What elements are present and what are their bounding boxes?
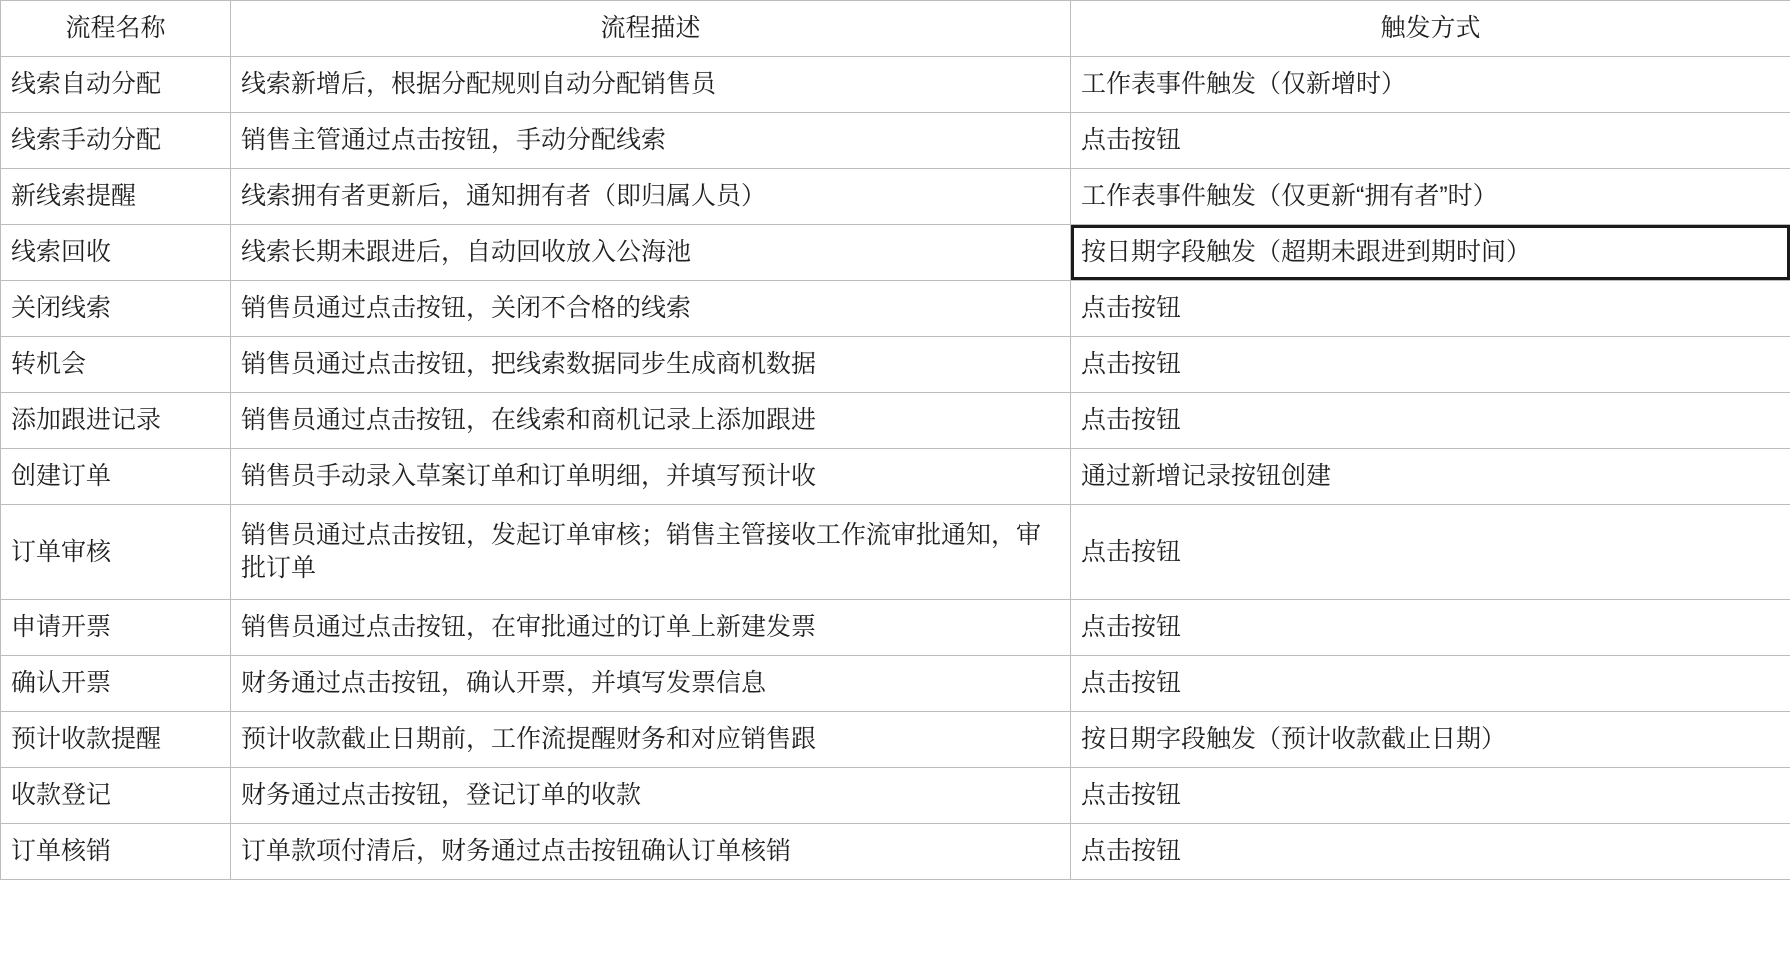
- cell-trigger-method[interactable]: 工作表事件触发（仅新增时）: [1071, 57, 1790, 113]
- cell-process-description[interactable]: 销售员通过点击按钮，关闭不合格的线索: [231, 281, 1071, 337]
- cell-process-name[interactable]: 申请开票: [1, 600, 231, 656]
- cell-trigger-method[interactable]: 通过新增记录按钮创建: [1071, 449, 1790, 505]
- cell-trigger-method[interactable]: 按日期字段触发（预计收款截止日期）: [1071, 712, 1790, 768]
- cell-process-description[interactable]: 销售主管通过点击按钮，手动分配线索: [231, 113, 1071, 169]
- table-row: [1, 113, 1790, 169]
- cell-process-name[interactable]: 预计收款提醒: [1, 712, 231, 768]
- cell-process-description[interactable]: 财务通过点击按钮，确认开票，并填写发票信息: [231, 656, 1071, 712]
- cell-trigger-method[interactable]: 点击按钮: [1071, 337, 1790, 393]
- cell-process-name[interactable]: 订单核销: [1, 824, 231, 880]
- cell-trigger-method[interactable]: 点击按钮: [1071, 768, 1790, 824]
- table-row: [1, 505, 1790, 600]
- cell-process-description[interactable]: 销售员通过点击按钮，在线索和商机记录上添加跟进: [231, 393, 1071, 449]
- cell-process-description[interactable]: 线索长期未跟进后，自动回收放入公海池: [231, 225, 1071, 281]
- cell-process-name[interactable]: 创建订单: [1, 449, 231, 505]
- column-header-process-description[interactable]: 流程描述: [231, 1, 1071, 57]
- cell-process-description[interactable]: 财务通过点击按钮，登记订单的收款: [231, 768, 1071, 824]
- table-row: [1, 712, 1790, 768]
- cell-process-name[interactable]: 关闭线索: [1, 281, 231, 337]
- cell-process-name[interactable]: 添加跟进记录: [1, 393, 231, 449]
- table-row: [1, 337, 1790, 393]
- table-row: [1, 393, 1790, 449]
- cell-process-description[interactable]: 线索新增后，根据分配规则自动分配销售员: [231, 57, 1071, 113]
- table-row: [1, 768, 1790, 824]
- table-row: [1, 225, 1790, 281]
- cell-trigger-method[interactable]: 点击按钮: [1071, 824, 1790, 880]
- cell-trigger-method[interactable]: 点击按钮: [1071, 656, 1790, 712]
- cell-process-description[interactable]: 预计收款截止日期前，工作流提醒财务和对应销售跟: [231, 712, 1071, 768]
- cell-process-description[interactable]: 销售员通过点击按钮，发起订单审核；销售主管接收工作流审批通知，审批订单: [231, 505, 1071, 600]
- cell-process-description[interactable]: 线索拥有者更新后，通知拥有者（即归属人员）: [231, 169, 1071, 225]
- column-header-process-name[interactable]: 流程名称: [1, 1, 231, 57]
- table-body: [1, 57, 1790, 880]
- cell-trigger-method[interactable]: 点击按钮: [1071, 393, 1790, 449]
- cell-process-name[interactable]: 线索回收: [1, 225, 231, 281]
- cell-process-description[interactable]: 销售员手动录入草案订单和订单明细，并填写预计收: [231, 449, 1071, 505]
- cell-trigger-method[interactable]: 点击按钮: [1071, 113, 1790, 169]
- cell-process-name[interactable]: 转机会: [1, 337, 231, 393]
- table-row: [1, 449, 1790, 505]
- table-row: [1, 656, 1790, 712]
- column-header-trigger-method[interactable]: 触发方式: [1071, 1, 1790, 57]
- cell-process-description[interactable]: 销售员通过点击按钮，把线索数据同步生成商机数据: [231, 337, 1071, 393]
- cell-process-name[interactable]: 线索自动分配: [1, 57, 231, 113]
- cell-trigger-method[interactable]: 工作表事件触发（仅更新“拥有者”时）: [1071, 169, 1790, 225]
- table-row: [1, 169, 1790, 225]
- cell-trigger-method[interactable]: 点击按钮: [1071, 600, 1790, 656]
- cell-process-description[interactable]: 订单款项付清后，财务通过点击按钮确认订单核销: [231, 824, 1071, 880]
- table-row: [1, 57, 1790, 113]
- table-row: [1, 281, 1790, 337]
- cell-trigger-method[interactable]: 点击按钮: [1071, 505, 1790, 600]
- cell-trigger-method-selected[interactable]: 按日期字段触发（超期未跟进到期时间）: [1071, 225, 1790, 281]
- table-header-row: [1, 1, 1790, 57]
- cell-process-name[interactable]: 线索手动分配: [1, 113, 231, 169]
- cell-process-name[interactable]: 收款登记: [1, 768, 231, 824]
- cell-trigger-method[interactable]: 点击按钮: [1071, 281, 1790, 337]
- table-row: [1, 824, 1790, 880]
- cell-process-name[interactable]: 确认开票: [1, 656, 231, 712]
- table-row: [1, 600, 1790, 656]
- cell-process-name[interactable]: 新线索提醒: [1, 169, 231, 225]
- cell-process-name[interactable]: 订单审核: [1, 505, 231, 600]
- cell-process-description[interactable]: 销售员通过点击按钮，在审批通过的订单上新建发票: [231, 600, 1071, 656]
- table-header: [1, 1, 1790, 57]
